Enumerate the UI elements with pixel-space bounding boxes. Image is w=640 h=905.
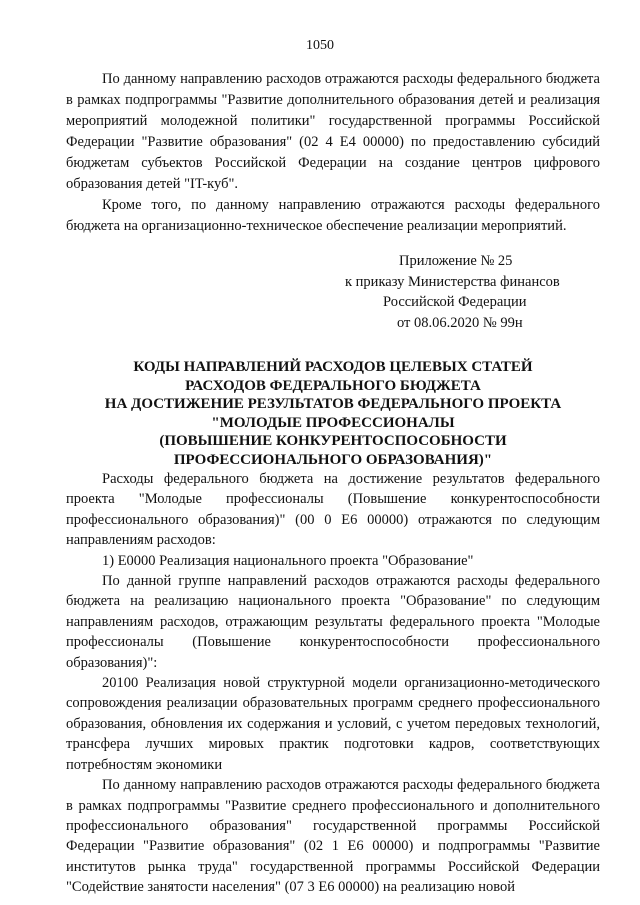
heading-line: ПРОФЕССИОНАЛЬНОГО ОБРАЗОВАНИЯ)" — [173, 451, 493, 468]
paragraph: По данному направлению расходов отражаются расходы федерального бюджета в рамках подпрограммы "Развитие среднего профессионального и дополнительного профессионального образования" государственной программы Российской Федерации "Развитие образования" (02 1 Е6 00000) и подпрограммы "Развитие институтов рынка труда" государственной программы Российской Федерации "Содействие занятости населения" (07 3 Е6 00000) на реализацию новой — [66, 777, 600, 896]
heading-line: НА ДОСТИЖЕНИЕ РЕЗУЛЬТАТОВ ФЕДЕРАЛЬНОГО ПРОЕКТА — [104, 396, 562, 412]
main-text — [66, 469, 600, 898]
appendix-country: Российской Федерации — [383, 294, 527, 310]
appendix-title: Приложение № 25 — [399, 253, 513, 269]
paragraph: Кроме того, по данному направлению отражаются расходы федерального бюджета на организационно-техническое обеспечение реализации мероприятий. — [66, 197, 600, 234]
heading-line: (ПОВЫШЕНИЕ КОНКУРЕНТОСПОСОБНОСТИ — [159, 433, 507, 449]
appendix-order: к приказу Министерства финансов — [345, 273, 560, 290]
paragraph: Расходы федерального бюджета на достижение результатов федерального проекта "Молодые профессионалы (Повышение конкурентоспособности профессионального образования)" (00 0 Е6 00000) отражаются по следующим направлениям расходов: — [66, 471, 600, 549]
appendix-block — [345, 251, 575, 333]
paragraph: По данной группе направлений расходов отражаются расходы федерального бюджета на реализацию национального проекта "Образование" по следующим направлениям расходов, отражающим результаты федерального проекта "Молодые профессионалы (Повышение конкурентоспособности профессионального образования)": — [66, 573, 600, 671]
heading-line: КОДЫ НАПРАВЛЕНИЙ РАСХОДОВ ЦЕЛЕВЫХ СТАТЕЙ — [133, 359, 533, 375]
heading-line: РАСХОДОВ ФЕДЕРАЛЬНОГО БЮДЖЕТА — [185, 377, 481, 394]
list-item: 1) Е0000 Реализация национального проекта "Образование" — [102, 552, 474, 569]
heading-line: "МОЛОДЫЕ ПРОФЕССИОНАЛЫ — [211, 414, 455, 431]
document-heading — [66, 358, 600, 469]
page-number: 1050 — [306, 38, 334, 53]
intro-text — [66, 69, 600, 237]
appendix-date: от 08.06.2020 № 99н — [397, 314, 523, 331]
paragraph: 20100 Реализация новой структурной модели организационно-методического сопровождения реализации образовательных программ среднего профессионального образования, обновления их содержания и условий, с учетом передовых технологий, трансфера лучших мировых практик подготовки кадров, соответствующих потребностям экономики — [66, 675, 600, 773]
paragraph: По данному направлению расходов отражаются расходы федерального бюджета в рамках подпрограммы "Развитие дополнительного образования детей и реализация мероприятий молодежной политики" государственной программы Российской Федерации "Развитие образования" (02 4 Е4 00000) по предоставлению субсидий бюджетам субъектов Российской Федерации на создание центров цифрового образования детей "IT-куб". — [66, 71, 600, 192]
